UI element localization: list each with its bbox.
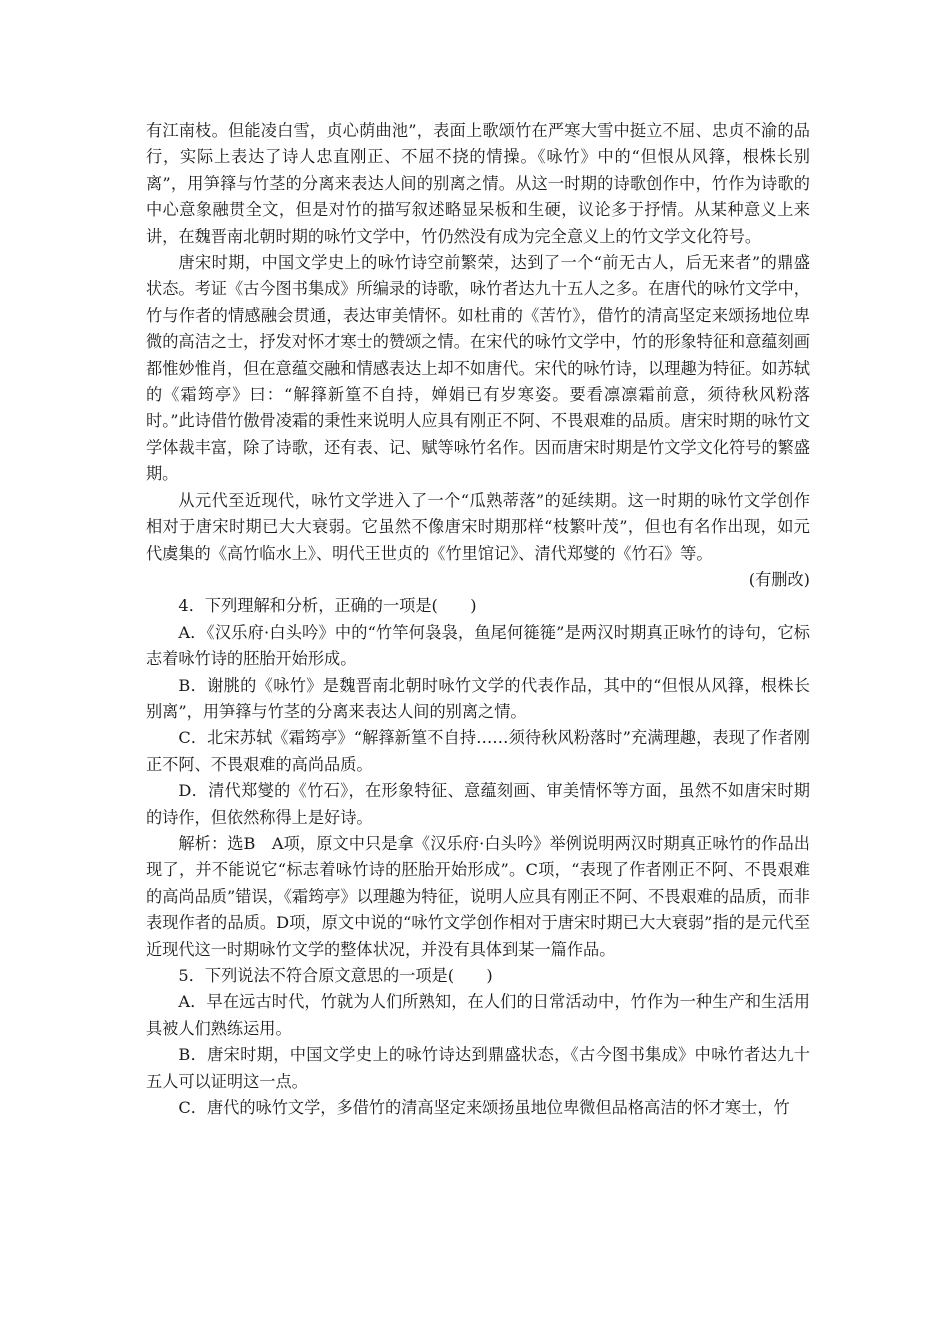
question-4-option-d: D．清代郑燮的《竹石》，在形象特征、意蕴刻画、审美情怀等方面，虽然不如唐宋时期的诗作，但依然称得上是好诗。 xyxy=(146,781,810,827)
question-4-analysis: 解析：选B A项，原文中只是拿《汉乐府·白头吟》举例说明两汉时期真正咏竹的作品出现了，并不能说它“标志着咏竹诗的胚胎开始形成”。C项，“表现了作者刚正不阿、不畏艰难的高尚品质”错误，《霜筠亭》以理趣为特征，说明人应具有刚正不阿、不畏艰难的品质，而非表现作者的品质。D项，原文中说的“咏竹文学创作相对于唐宋时期已大大衰弱”指的是元代至近现代这一时期咏竹文学的整体状况，并没有具体到某一篇作品。 xyxy=(146,833,810,959)
document-page xyxy=(146,118,810,1121)
question-4-stem: 4．下列理解和分析，正确的一项是( ) xyxy=(178,596,477,616)
question-5-option-c: C．唐代的咏竹文学，多借竹的清高坚定来颂扬虽地位卑微但品格高洁的怀才寒士，竹 xyxy=(178,1098,790,1118)
passage-paragraph-1: 有江南枝。但能凌白雪，贞心荫曲池”，表面上歌颂竹在严寒大雪中挺立不屈、忠贞不渝的品行，实际上表达了诗人忠直刚正、不屈不挠的情操。《咏竹》中的“但恨从风箨，根株长别离”，用笋箨与竹茎的分离来表达人间的别离之情。从这一时期的诗歌创作中，竹作为诗歌的中心意象融贯全文，但是对竹的描写叙述略显呆板和生硬，议论多于抒情。从某种意义上来讲，在魏晋南北朝时期的咏竹文学中，竹仍然没有成为完全意义上的竹文学文化符号。 xyxy=(146,121,810,246)
question-4-option-a: A．《汉乐府·白头吟》中的“竹竿何袅袅，鱼尾何簁簁”是两汉时期真正咏竹的诗句，它标志着咏竹诗的胚胎开始形成。 xyxy=(146,622,810,669)
question-5-option-a: A．早在远古时代，竹就为人们所熟知，在人们的日常活动中，竹作为一种生产和生活用具被人们熟练运用。 xyxy=(146,992,810,1038)
passage-paragraph-3: 从元代至近现代，咏竹文学进入了一个“瓜熟蒂落”的延续期。这一时期的咏竹文学创作相对于唐宋时期已大大衰弱。它虽然不像唐宋时期那样“枝繁叶茂”，但也有名作出现，如元代虞集的《高竹临水上》、明代王世贞的《竹里馆记》、清代郑燮的《竹石》等。 xyxy=(146,490,810,563)
passage-paragraph-2: 唐宋时期，中国文学史上的咏竹诗空前繁荣，达到了一个“前无古人，后无来者”的鼎盛状态。考证《古今图书集成》所编录的诗歌，咏竹者达九十五人之多。在唐代的咏竹文学中，竹与作者的情感融会贯通，表达审美情怀。如杜甫的《苦竹》，借竹的清高坚定来颂扬地位卑微的高洁之士，抒发对怀才寒士的赞颂之情。在宋代的咏竹文学中，竹的形象特征和意蕴刻画都惟妙惟肖，但在意蕴交融和情感表达上却不如唐代。宋代的咏竹诗，以理趣为特征。如苏轼的《霜筠亭》曰：“解箨新篁不自持，婵娟已有岁寒姿。要看凛凛霜前意，须待秋风粉落时。”此诗借竹傲骨凌霜的秉性来说明人应具有刚正不阿、不畏艰难的品质。唐宋时期的咏竹文学体裁丰富，除了诗歌，还有表、记、赋等咏竹名作。因而唐宋时期是竹文学文化符号的繁盛期。 xyxy=(146,253,810,484)
question-5-option-b: B．唐宋时期，中国文学史上的咏竹诗达到鼎盛状态，《古今图书集成》中咏竹者达九十五人可以证明这一点。 xyxy=(146,1045,810,1091)
question-4-option-b: B．谢朓的《咏竹》是魏晋南北朝时咏竹文学的代表作品，其中的“但恨从风箨，根株长别离”，用笋箨与竹茎的分离来表达人间的别离之情。 xyxy=(146,675,810,721)
question-5-stem: 5．下列说法不符合原文意思的一项是( ) xyxy=(178,966,493,985)
question-4-option-c: C．北宋苏轼《霜筠亭》“解箨新篁不自持……须待秋风粉落时”充满理趣，表现了作者刚正不阿、不畏艰难的高尚品质。 xyxy=(146,728,810,774)
source-note: (有删改) xyxy=(748,569,810,589)
